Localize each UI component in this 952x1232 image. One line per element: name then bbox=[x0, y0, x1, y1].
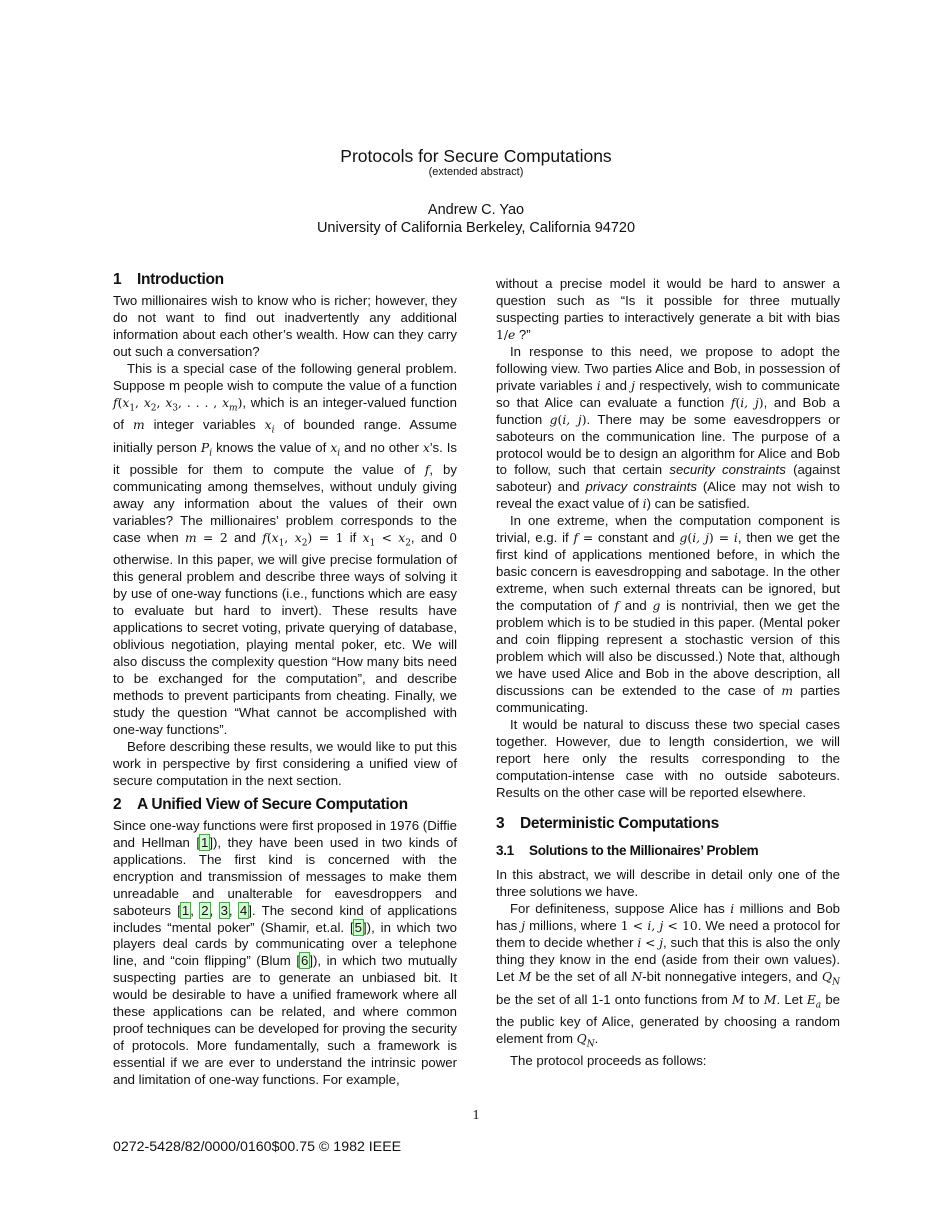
citation-link[interactable]: 5 bbox=[354, 919, 363, 935]
author-affiliation: University of California Berkeley, California 94720 bbox=[316, 220, 636, 236]
section-2-heading: 2 A Unified View of Secure Computation bbox=[113, 795, 408, 813]
left-column bbox=[113, 272, 457, 1089]
citation-link[interactable]: 3 bbox=[220, 902, 228, 918]
paragraph: Since one-way functions were first proposed in 1976 (Diffie and Hellman [1]), they have been used in two kinds of applications. The first kind is concerned with the encryption and transmission of messages to make them unreadable and unalterable for eavesdroppers and saboteurs [1, 2, 3, 4]. The second kind of applications includes “mental poker” (Shamir, et.al. [5]), in which two players deal cards by communicating over a telephone line, and “coin flipping” (Blum [6]), in which two mutually suspecting parties are to generate an unbiased bit. It would be desirable to have a unified framework where all these applications can be related, and where common proof techniques can be developed for proving the security of protocols. More fundamentally, such a framework is essential if we are ever to understand the intrinsic power and limitation of one-way functions. For example, bbox=[113, 817, 458, 1088]
paper-subtitle: (extended abstract) bbox=[428, 166, 524, 178]
copyright-footer: 0272-5428/82/0000/0160$00.75 © 1982 IEEE bbox=[113, 1139, 402, 1155]
paragraph: In this abstract, we will describe in detail only one of the three solutions we have. bbox=[496, 867, 840, 900]
paragraph: It would be natural to discuss these two special cases together. However, due to length considertion, we will report here only the results corresponding to the computation-intense case with no outside saboteurs. Results on the other case will be reported elsewhere. bbox=[496, 716, 840, 800]
paragraph: Before describing these results, we would like to put this work in perspective by first considering a unified view of secure computation in the next section. bbox=[113, 738, 457, 788]
section-1-heading: 1 Introduction bbox=[113, 271, 224, 288]
section-3-heading: 3 Deterministic Computations bbox=[496, 814, 719, 832]
paragraph: Two millionaires wish to know who is richer; however, they do not want to find out inadvertently any additional information about each other’s wealth. How can they carry out such a conversation? bbox=[113, 292, 457, 359]
page-number: 1 bbox=[472, 1108, 480, 1123]
citation-link[interactable]: 4 bbox=[239, 902, 248, 918]
citation-link[interactable]: 1 bbox=[201, 834, 209, 850]
paragraph: The protocol proceeds as follows: bbox=[510, 1053, 707, 1069]
paragraph: This is a special case of the following general problem. Suppose m people wish to compute the value of a function $f(x_1$, $x_2$, $x_3$, . . . , $x_m$), which is an integer-valued function of m integer variables $x_i$ of bounded range. Assume initially person $P_i$ knows the value of $x_i$ and no other x’s. Is it possible for them to compute the value of f, by communicating among themselves, without unduly giving away any information about the values of their own variables? The millionaires’ problem corresponds to the case when m = 2 and $f(x_1$, $x_2) = 1$ if $x_1 < x_2$, and 0 otherwise. In this paper, we will give precise formulation of this general problem and describe three ways of solving it by use of one-way functions (i.e., functions which are easy to evaluate but hard to invert). These results have applications to secret voting, private querying of database, oblivious negotiation, playing mental poker, etc. We will also discuss the complexity question “How many bits need to be exchanged for the computation”, and describe methods to prevent participants from cheating. Finally, we study the question “What cannot be accomplished with one-way functions”. bbox=[113, 360, 458, 738]
author-name: Andrew C. Yao bbox=[427, 202, 525, 218]
paragraph: In one extreme, when the computation component is trivial, e.g. if f = constant and g(i, j) = i, then we get the first kind of applications mentioned before, in which the basic concern is eavesdropping and sabotage. In the other extreme, when such external threats can be ignored, but the computation of f and g is nontrivial, then we get the problem which is to be studied in this paper. (Mental poker and coin flipping represent a stochastic version of this problem which will also be discussed.) Note that, although we have used Alice and Bob in the above description, all discussions can be extended to the case of m parties communicating. bbox=[496, 513, 840, 715]
citation-link[interactable]: 1 bbox=[181, 902, 190, 918]
paragraph: In response to this need, we propose to adopt the following view. Two parties Alice and Bob, in possession of private variables i and j respectively, wish to communicate so that Alice can evaluate a function f(i, j), and Bob a function g(i, j). There may be some eavesdroppers or saboteurs on the communication line. The purpose of a protocol would be to design an algorithm for Alice and Bob to follow, such that certain security constraints (against saboteur) and privacy constraints (Alice may not wish to reveal the exact value of i) can be satisfied. bbox=[496, 343, 841, 512]
paper-title: Protocols for Secure Computations bbox=[340, 146, 612, 166]
citation-link[interactable]: 2 bbox=[201, 902, 209, 918]
paragraph: without a precise model it would be hard to answer a question such as “Is it possible for three mutually suspecting parties to interactively generate a bit with bias 1/e ?” bbox=[496, 276, 840, 342]
paragraph: For definiteness, suppose Alice has i millions and Bob has j millions, where 1 < i, j < 10. We need a protocol for them to decide whether i < j, such that this is also the only thing they know in the end (aside from their own values). Let M be the set of all N-bit nonnegative integers, and $Q_N$ be the set of all 1-1 onto functions from M to M. Let $E_a$ be the public key of Alice, generated by choosing a random element from $Q_N$. bbox=[496, 901, 840, 1050]
right-column bbox=[496, 276, 840, 1070]
citation-link[interactable]: 6 bbox=[300, 953, 309, 969]
subsection-3-1-heading: 3.1 Solutions to the Millionaires’ Problem bbox=[496, 842, 759, 858]
